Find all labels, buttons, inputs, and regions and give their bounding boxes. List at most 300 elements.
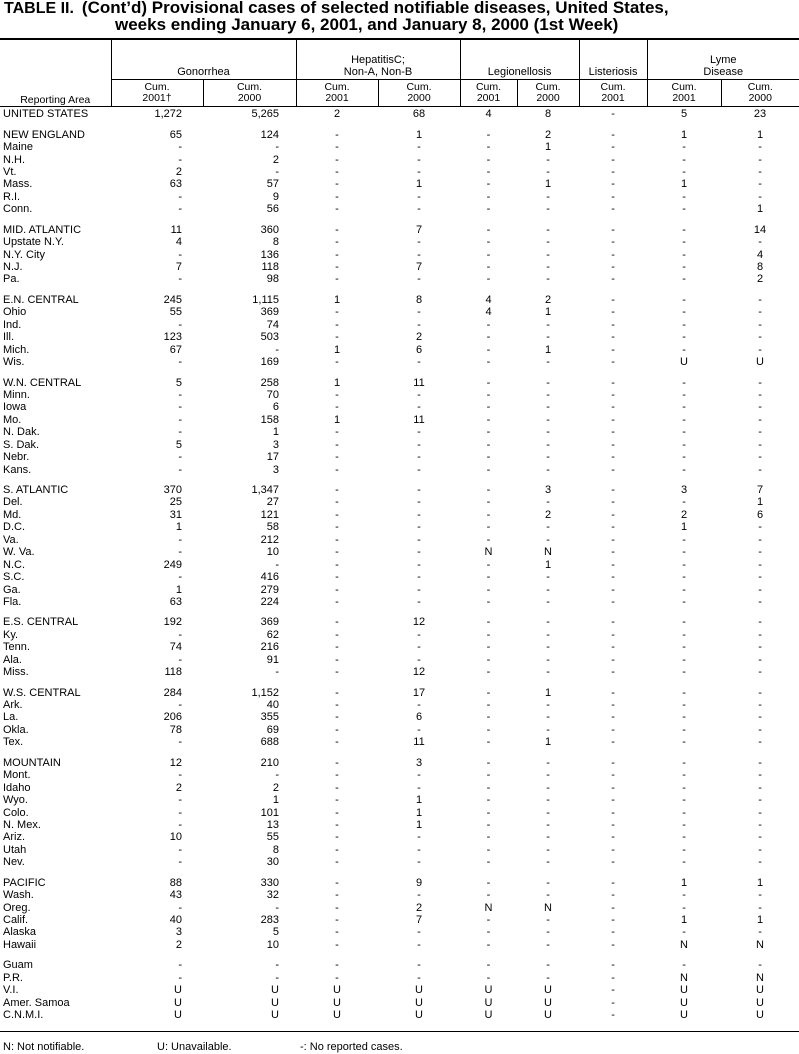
value-cell: - xyxy=(758,616,762,629)
table-row xyxy=(0,343,799,355)
value-cell: - xyxy=(335,926,339,939)
value-cell: 216 xyxy=(260,641,279,654)
value-cell: U xyxy=(174,984,182,997)
value-cell: 12 xyxy=(412,666,426,679)
value-cell: - xyxy=(486,388,491,401)
value-cell: - xyxy=(682,496,686,509)
value-cell: - xyxy=(682,153,686,166)
value-cell: 11 xyxy=(413,736,425,749)
value-cell: - xyxy=(682,806,686,819)
reporting-area-cell: E.S. CENTRAL xyxy=(3,616,79,629)
value-cell: 8 xyxy=(544,108,552,121)
value-cell: - xyxy=(611,438,615,451)
reporting-area-cell: Utah xyxy=(3,843,27,856)
value-cell: - xyxy=(486,856,491,869)
value-cell: 23 xyxy=(753,108,767,121)
value-cell: - xyxy=(417,401,421,414)
value-cell: 63 xyxy=(169,595,182,608)
value-cell: - xyxy=(417,699,421,712)
value-cell: - xyxy=(546,653,550,666)
value-cell: U xyxy=(333,984,341,997)
value-cell: - xyxy=(682,413,686,426)
value-cell: 1 xyxy=(680,128,688,141)
col-header-line2: 2001† xyxy=(142,92,172,104)
table-row xyxy=(0,389,799,401)
value-cell: - xyxy=(758,558,762,571)
value-cell: - xyxy=(335,901,339,914)
value-cell: - xyxy=(758,306,762,319)
value-cell: - xyxy=(335,508,339,521)
value-cell: - xyxy=(546,666,550,679)
value-cell: - xyxy=(546,711,550,724)
lyme-line2: Disease xyxy=(703,66,744,78)
value-cell: - xyxy=(758,141,762,154)
table-footnote xyxy=(0,1031,799,1053)
table-row xyxy=(0,521,799,533)
reporting-area-cell: E.N. CENTRAL xyxy=(3,293,79,306)
col-header-1 xyxy=(203,80,296,107)
value-cell: - xyxy=(546,641,550,654)
table-title xyxy=(4,0,799,33)
value-cell: - xyxy=(758,426,762,439)
value-cell: - xyxy=(178,203,182,216)
value-cell: U xyxy=(271,984,279,997)
value-cell: - xyxy=(486,818,491,831)
value-cell: - xyxy=(335,261,339,274)
col-header-line2: 2000 xyxy=(748,92,772,104)
value-cell: 3 xyxy=(272,438,279,451)
reporting-area-cell: Wyo. xyxy=(3,794,28,807)
value-cell: - xyxy=(335,546,339,559)
reporting-area-cell: R.I. xyxy=(3,190,21,203)
value-cell: - xyxy=(486,438,491,451)
value-cell: - xyxy=(611,306,615,319)
table-row xyxy=(0,996,799,1008)
reporting-area-cell: La. xyxy=(3,711,19,724)
value-cell: - xyxy=(178,856,182,869)
value-cell: - xyxy=(178,248,182,261)
table-row xyxy=(0,686,799,698)
value-cell: - xyxy=(682,331,686,344)
table-row xyxy=(0,401,799,413)
value-cell: - xyxy=(486,843,491,856)
col-header-line2: 2001 xyxy=(672,92,696,104)
value-cell: 88 xyxy=(169,876,182,889)
value-cell: 11 xyxy=(170,223,182,236)
value-cell: - xyxy=(682,856,686,869)
value-cell: - xyxy=(275,141,279,154)
value-cell: 5 xyxy=(272,926,279,939)
value-cell: 43 xyxy=(169,889,182,902)
value-cell: 6 xyxy=(415,343,423,356)
value-cell: - xyxy=(758,831,762,844)
value-cell: - xyxy=(275,165,279,178)
value-cell: 40 xyxy=(266,699,279,712)
value-cell: - xyxy=(417,926,421,939)
value-cell: - xyxy=(178,628,182,641)
value-cell: - xyxy=(758,686,762,699)
value-cell: - xyxy=(758,438,762,451)
value-cell: 3 xyxy=(415,756,423,769)
reporting-area-cell: W.S. CENTRAL xyxy=(3,686,81,699)
value-cell: - xyxy=(335,178,339,191)
value-cell: - xyxy=(546,331,550,344)
value-cell: - xyxy=(335,769,339,782)
value-cell: - xyxy=(611,781,615,794)
value-cell: - xyxy=(682,901,686,914)
value-cell: - xyxy=(758,178,762,191)
value-cell: - xyxy=(546,914,550,927)
col-header-line1: Cum. xyxy=(236,81,263,93)
value-cell: - xyxy=(417,889,421,902)
value-cell: - xyxy=(611,165,615,178)
table-row xyxy=(0,629,799,641)
col-header-line1: Cum. xyxy=(144,81,170,93)
value-cell: - xyxy=(682,318,686,331)
value-cell: N xyxy=(544,901,552,914)
value-cell: - xyxy=(546,583,550,596)
value-cell: - xyxy=(486,666,491,679)
value-cell: - xyxy=(682,959,686,972)
col-header-line1: Cum. xyxy=(747,81,773,93)
value-cell: - xyxy=(178,153,182,166)
value-cell: - xyxy=(486,769,491,782)
value-cell: - xyxy=(758,699,762,712)
value-cell: - xyxy=(417,508,421,521)
value-cell: U xyxy=(333,996,341,1009)
reporting-area-cell: Wash. xyxy=(3,889,34,902)
table-row xyxy=(0,984,799,996)
value-cell: 5,265 xyxy=(251,108,279,121)
value-cell: - xyxy=(611,818,615,831)
value-cell: 69 xyxy=(266,723,279,736)
value-cell: 1,347 xyxy=(251,484,279,497)
value-cell: - xyxy=(178,971,182,984)
value-cell: - xyxy=(682,831,686,844)
value-cell: - xyxy=(546,794,550,807)
value-cell: - xyxy=(611,901,615,914)
table-row xyxy=(0,654,799,666)
value-cell: - xyxy=(611,959,615,972)
table-row xyxy=(0,414,799,426)
value-cell: U xyxy=(484,996,493,1009)
value-cell: - xyxy=(335,938,339,951)
value-cell: - xyxy=(546,959,550,972)
value-cell: - xyxy=(611,723,615,736)
value-cell: - xyxy=(335,533,339,546)
value-cell: - xyxy=(486,331,491,344)
value-cell: - xyxy=(417,546,421,559)
reporting-area-cell: Hawaii xyxy=(3,938,37,951)
col-header-line2: 2001 xyxy=(325,92,349,104)
value-cell: - xyxy=(758,723,762,736)
value-cell: - xyxy=(335,666,339,679)
value-cell: - xyxy=(611,971,615,984)
value-cell: - xyxy=(486,223,491,236)
value-cell: N xyxy=(484,546,493,559)
value-cell: - xyxy=(758,331,762,344)
value-cell: - xyxy=(335,306,339,319)
value-cell: - xyxy=(417,595,421,608)
value-cell: - xyxy=(546,616,550,629)
value-cell: - xyxy=(546,971,550,984)
value-cell: 7 xyxy=(415,223,423,236)
value-cell: - xyxy=(335,616,339,629)
value-cell: - xyxy=(417,236,421,249)
value-cell: - xyxy=(178,463,182,476)
value-cell: - xyxy=(335,699,339,712)
reporting-area-cell: Mo. xyxy=(3,413,22,426)
value-cell: - xyxy=(178,190,182,203)
value-cell: 279 xyxy=(260,583,279,596)
value-cell: 1 xyxy=(756,203,764,216)
value-cell: 169 xyxy=(260,356,279,369)
value-cell: - xyxy=(611,843,615,856)
value-cell: - xyxy=(335,223,339,236)
reporting-area-cell: N.J. xyxy=(3,261,23,274)
value-cell: - xyxy=(417,831,421,844)
value-cell: - xyxy=(546,236,550,249)
value-cell: 1,272 xyxy=(154,108,182,121)
value-cell: - xyxy=(758,376,762,389)
value-cell: - xyxy=(178,736,182,749)
value-cell: U xyxy=(680,356,688,369)
value-cell: - xyxy=(758,666,762,679)
col-header-0 xyxy=(111,80,203,107)
reporting-area-cell: Idaho xyxy=(3,781,31,794)
table-row xyxy=(0,128,799,140)
value-cell: U xyxy=(756,996,764,1009)
value-cell: - xyxy=(335,794,339,807)
table-row xyxy=(0,901,799,913)
value-cell: 2 xyxy=(756,273,764,286)
value-cell: - xyxy=(486,141,491,154)
value-cell: - xyxy=(178,413,182,426)
reporting-area-cell: Vt. xyxy=(3,165,17,178)
value-cell: 25 xyxy=(169,496,182,509)
value-cell: - xyxy=(611,521,615,534)
value-cell: 7 xyxy=(756,484,764,497)
col-header-5 xyxy=(517,80,579,107)
value-cell: 1 xyxy=(175,583,182,596)
spacer-row xyxy=(0,678,799,686)
value-cell: - xyxy=(611,806,615,819)
value-cell: - xyxy=(758,343,762,356)
value-cell: - xyxy=(758,153,762,166)
value-cell: 360 xyxy=(260,223,279,236)
value-cell: 1 xyxy=(272,794,279,807)
value-cell: - xyxy=(335,203,339,216)
value-cell: - xyxy=(758,756,762,769)
value-cell: - xyxy=(486,595,491,608)
table-row xyxy=(0,914,799,926)
value-cell: - xyxy=(335,628,339,641)
value-cell: - xyxy=(682,533,686,546)
value-cell: - xyxy=(486,831,491,844)
reporting-area-cell: Guam xyxy=(3,959,33,972)
value-cell: 62 xyxy=(266,628,279,641)
table-row xyxy=(0,724,799,736)
value-cell: - xyxy=(178,571,182,584)
value-cell: - xyxy=(486,926,491,939)
value-cell: - xyxy=(682,438,686,451)
reporting-area-cell: Ill. xyxy=(3,331,14,344)
title-line-1: TABLE II. (Cont’d) Provisional cases of selected notifiable diseases, United States, xyxy=(4,0,669,17)
value-cell: 8 xyxy=(415,293,423,306)
disease-table xyxy=(0,38,799,1021)
value-cell: N xyxy=(484,901,493,914)
table-row xyxy=(0,306,799,318)
value-cell: - xyxy=(611,666,615,679)
value-cell: - xyxy=(335,318,339,331)
table-row xyxy=(0,856,799,868)
value-cell: 5 xyxy=(175,438,182,451)
reporting-area-cell: Maine xyxy=(3,141,33,154)
value-cell: - xyxy=(546,628,550,641)
value-cell: - xyxy=(417,769,421,782)
value-cell: - xyxy=(178,546,182,559)
value-cell: 416 xyxy=(260,571,279,584)
value-cell: - xyxy=(611,616,615,629)
value-cell: - xyxy=(417,356,421,369)
value-cell: - xyxy=(611,1009,615,1022)
table-row xyxy=(0,224,799,236)
value-cell: - xyxy=(417,521,421,534)
value-cell: - xyxy=(335,818,339,831)
value-cell: - xyxy=(611,331,615,344)
value-cell: 98 xyxy=(266,273,279,286)
value-cell: - xyxy=(335,165,339,178)
value-cell: - xyxy=(546,153,550,166)
table-row xyxy=(0,844,799,856)
reporting-area-cell: Alaska xyxy=(3,926,37,939)
table-row xyxy=(0,583,799,595)
value-cell: 2 xyxy=(272,153,279,166)
spacer-row xyxy=(0,120,799,128)
reporting-area-cell: P.R. xyxy=(3,971,23,984)
value-cell: - xyxy=(611,236,615,249)
value-cell: - xyxy=(546,426,550,439)
value-cell: 55 xyxy=(169,306,182,319)
value-cell: - xyxy=(758,856,762,869)
table-row xyxy=(0,203,799,215)
value-cell: - xyxy=(275,666,279,679)
value-cell: - xyxy=(758,533,762,546)
value-cell: - xyxy=(546,595,550,608)
value-cell: U xyxy=(415,1009,423,1022)
value-cell: - xyxy=(682,165,686,178)
value-cell: - xyxy=(417,856,421,869)
value-cell: - xyxy=(546,843,550,856)
value-cell: - xyxy=(335,463,339,476)
col-header-line1: Cum. xyxy=(475,81,502,93)
value-cell: - xyxy=(178,388,182,401)
table-row xyxy=(0,191,799,203)
value-cell: - xyxy=(611,203,615,216)
reporting-area-cell: MID. ATLANTIC xyxy=(3,223,82,236)
table-row xyxy=(0,571,799,583)
value-cell: - xyxy=(758,781,762,794)
value-cell: - xyxy=(178,533,182,546)
value-cell: - xyxy=(682,769,686,782)
value-cell: - xyxy=(682,653,686,666)
reporting-area-cell: Ohio xyxy=(3,306,27,319)
value-cell: - xyxy=(546,203,550,216)
value-cell: N xyxy=(544,546,552,559)
value-cell: - xyxy=(486,583,491,596)
value-cell: - xyxy=(417,723,421,736)
value-cell: - xyxy=(682,401,686,414)
value-cell: 1 xyxy=(333,293,341,306)
value-cell: N xyxy=(756,938,764,951)
value-cell: - xyxy=(417,781,421,794)
value-cell: - xyxy=(611,426,615,439)
value-cell: - xyxy=(335,723,339,736)
value-cell: 206 xyxy=(163,711,182,724)
value-cell: - xyxy=(275,901,279,914)
value-cell: - xyxy=(178,794,182,807)
value-cell: - xyxy=(178,653,182,666)
value-cell: - xyxy=(178,818,182,831)
value-cell: 1 xyxy=(756,876,764,889)
reporting-area-cell: Ala. xyxy=(3,653,22,666)
value-cell: U xyxy=(756,1009,764,1022)
value-cell: 1 xyxy=(272,426,279,439)
value-cell: - xyxy=(486,451,491,464)
value-cell: - xyxy=(417,484,421,497)
value-cell: 6 xyxy=(756,508,764,521)
value-cell: - xyxy=(611,641,615,654)
table-row xyxy=(0,959,799,971)
value-cell: - xyxy=(758,236,762,249)
value-cell: 40 xyxy=(169,914,182,927)
table-row xyxy=(0,616,799,628)
reporting-area-cell: W.N. CENTRAL xyxy=(3,376,82,389)
value-cell: - xyxy=(486,723,491,736)
value-cell: 17 xyxy=(412,686,426,699)
value-cell: - xyxy=(178,356,182,369)
value-cell: 4 xyxy=(756,248,764,261)
table-row xyxy=(0,558,799,570)
value-cell: - xyxy=(486,484,491,497)
value-cell: - xyxy=(546,876,550,889)
value-cell: - xyxy=(682,666,686,679)
value-cell: - xyxy=(611,141,615,154)
table-row xyxy=(0,757,799,769)
value-cell: U xyxy=(271,1009,279,1022)
value-cell: - xyxy=(682,426,686,439)
table-row xyxy=(0,451,799,463)
value-cell: 6 xyxy=(272,401,279,414)
value-cell: - xyxy=(486,889,491,902)
value-cell: U xyxy=(680,996,688,1009)
table-row xyxy=(0,781,799,793)
value-cell: - xyxy=(611,876,615,889)
value-cell: - xyxy=(611,401,615,414)
value-cell: - xyxy=(682,203,686,216)
value-cell: - xyxy=(682,248,686,261)
value-cell: - xyxy=(486,641,491,654)
value-cell: - xyxy=(758,190,762,203)
value-cell: - xyxy=(682,558,686,571)
value-cell: 1,115 xyxy=(252,293,279,306)
value-cell: - xyxy=(758,843,762,856)
value-cell: - xyxy=(758,711,762,724)
value-cell: - xyxy=(611,261,615,274)
col-header-7 xyxy=(647,80,721,107)
reporting-area-cell: W. Va. xyxy=(3,546,35,559)
value-cell: 7 xyxy=(175,261,182,274)
